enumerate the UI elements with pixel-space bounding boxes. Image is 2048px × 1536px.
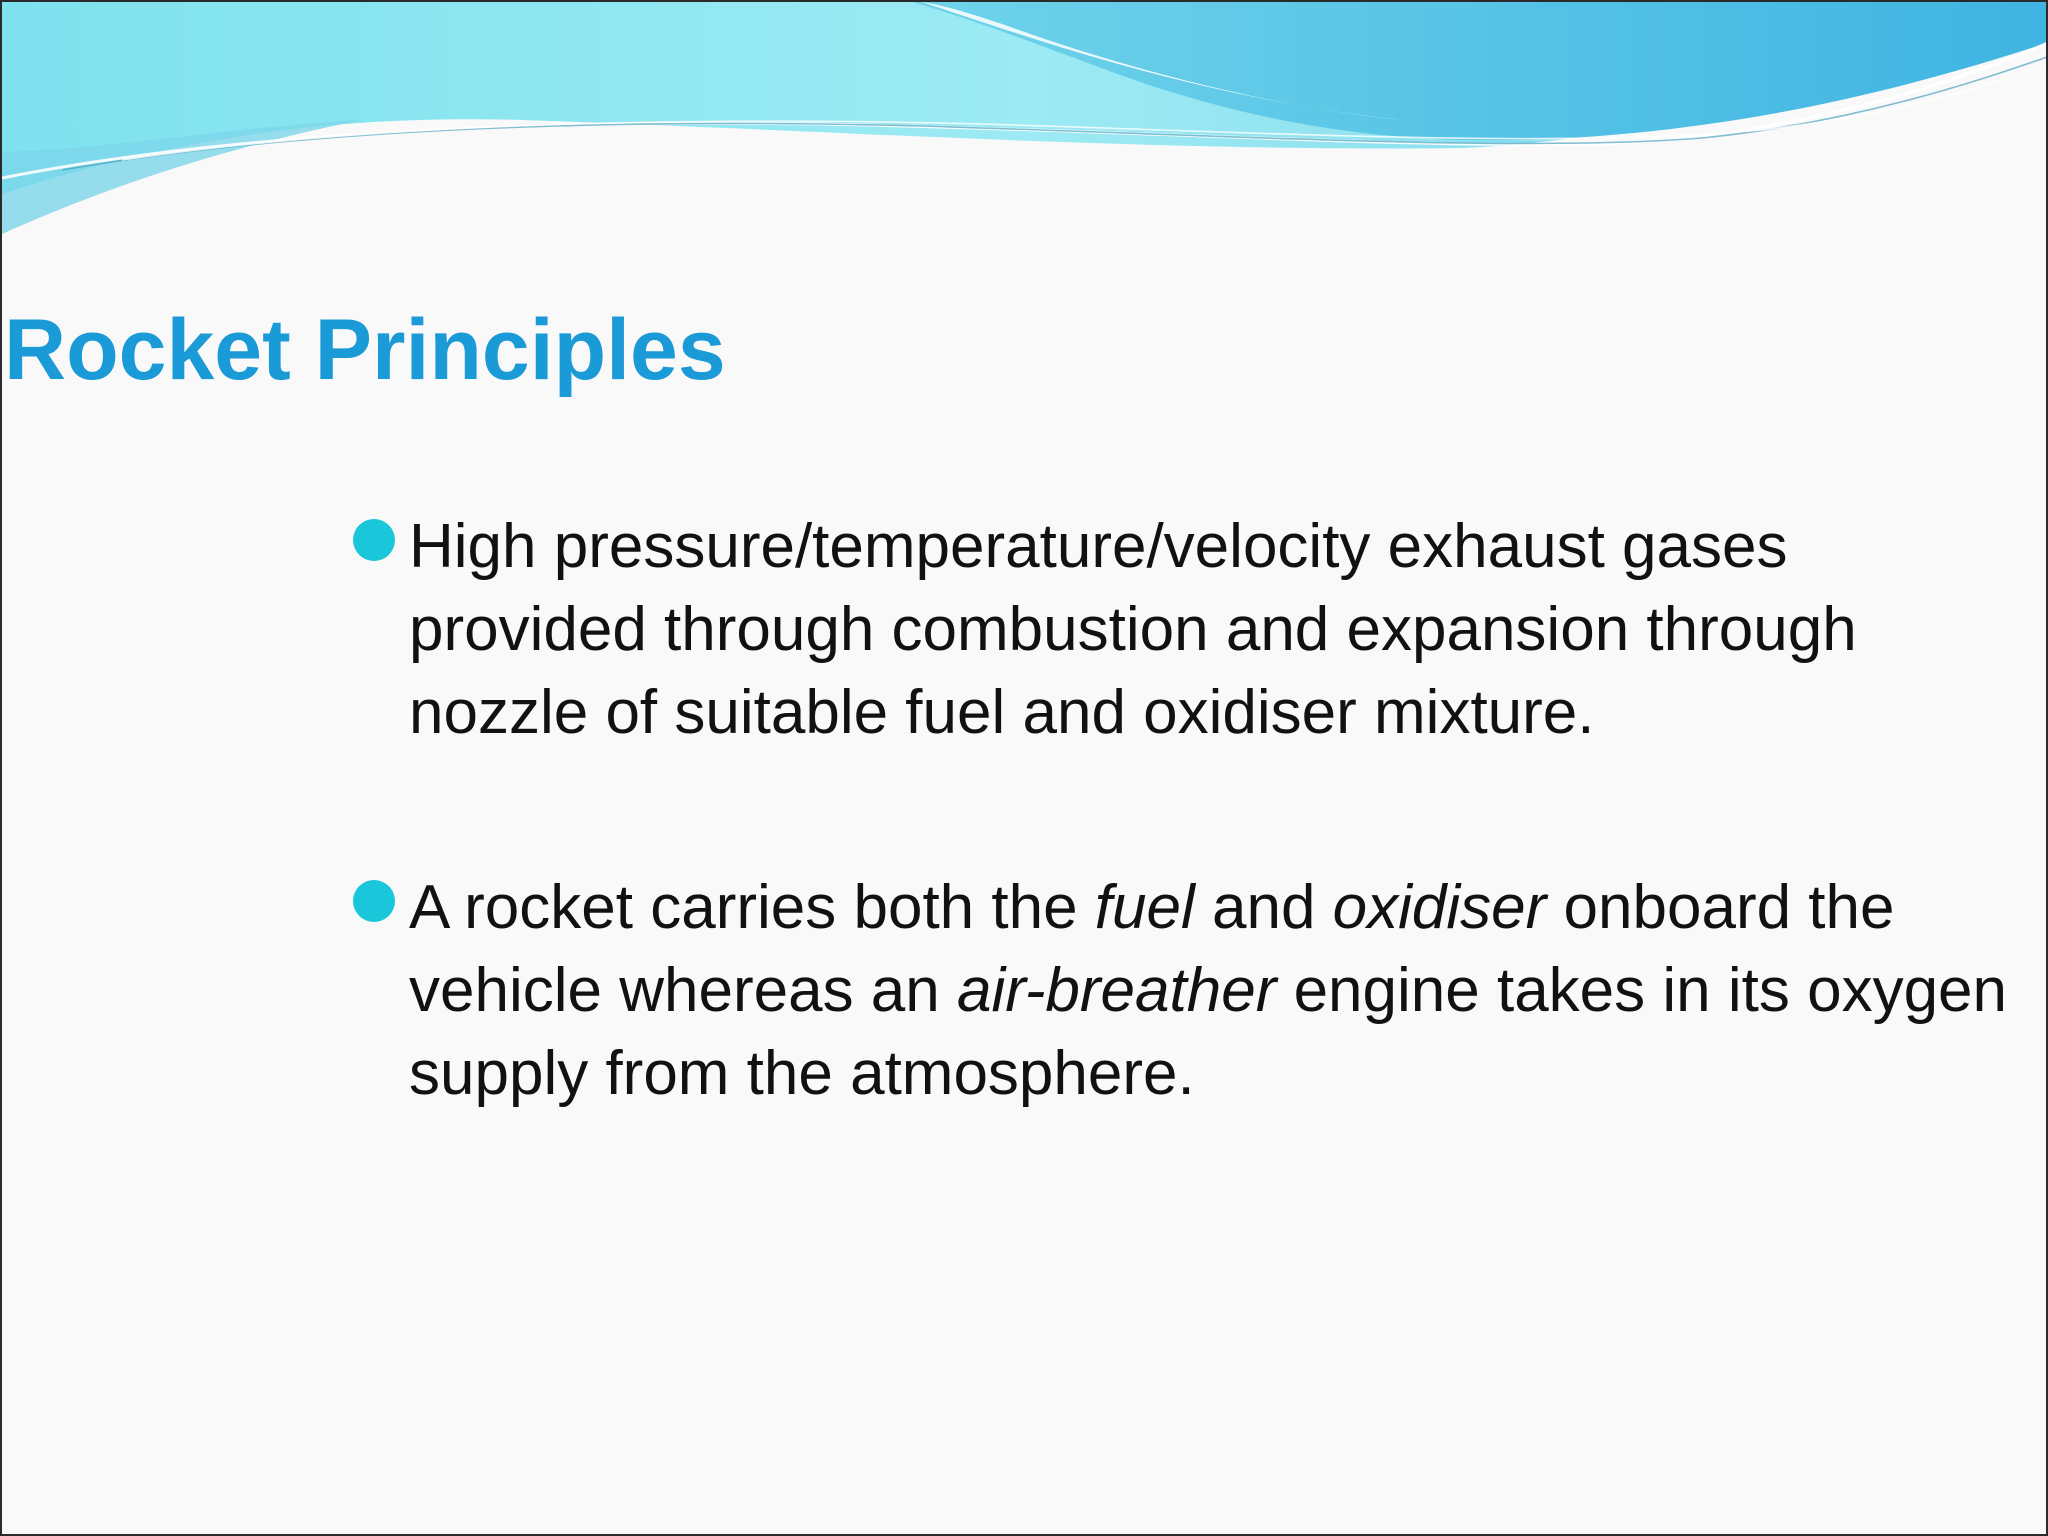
header-wave-decoration [2, 2, 2048, 242]
bullet-item [353, 505, 2013, 754]
bullet-emphasis-oxidiser: oxidiser [1332, 873, 1547, 942]
bullet-text: High pressure/temperature/velocity exhaust gases provided through combustion and expansion through nozzle of suitable fuel and oxidiser mixture. [409, 512, 1857, 747]
bullet-emphasis-air-breather: air-breather [956, 956, 1277, 1025]
slide-title: Rocket Principles [4, 302, 726, 398]
bullet-item [353, 866, 2013, 1115]
bullet-emphasis-fuel: fuel [1094, 873, 1195, 942]
bullet-dot-icon [353, 880, 395, 922]
bullet-text-segment: onboard the vehicle whereas an [409, 873, 1895, 1025]
bullet-text-segment: A rocket carries both the [409, 873, 1095, 942]
bullet-text-segment: engine takes in its oxygen supply from the atmosphere. [409, 956, 2008, 1108]
bullet-text-segment: and [1194, 873, 1333, 942]
bullet-dot-icon [353, 519, 395, 561]
bullet-list [353, 505, 2013, 1115]
